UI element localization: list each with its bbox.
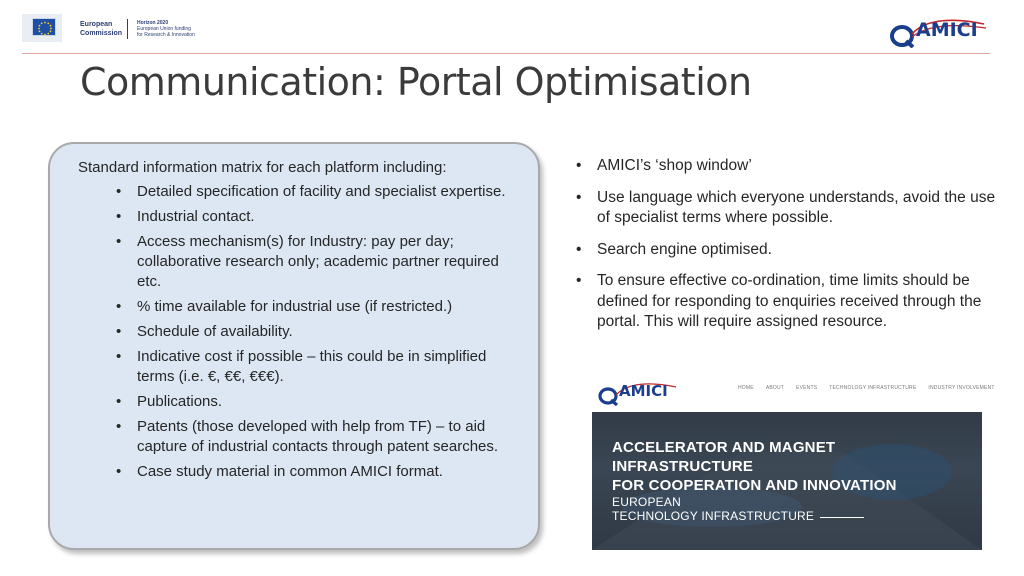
panel-intro: Standard information matrix for each platform including: <box>78 159 447 176</box>
hero-subheading-line: EUROPEAN <box>612 495 681 509</box>
hero-subheading-line: TECHNOLOGY INFRASTRUCTURE <box>612 509 815 523</box>
list-item: • Industrial contact. <box>116 207 516 227</box>
website-navbar <box>592 370 995 410</box>
list-item: • Publications. <box>116 392 516 412</box>
slide-header <box>0 0 1024 56</box>
svg-text:AMICI: AMICI <box>619 382 668 400</box>
hero-text <box>612 438 897 523</box>
website-hero-banner <box>592 412 982 550</box>
eu-stars-icon <box>33 19 57 37</box>
hero-heading-line: INFRASTRUCTURE <box>612 458 754 475</box>
eu-flag-icon <box>22 14 62 42</box>
list-item: • Access mechanism(s) for Industry: pay per day; collaborative research only; academic partner required etc. <box>116 232 516 292</box>
list-item: • AMICI’s ‘shop window’ <box>576 156 996 177</box>
list-item: • % time available for industrial use (if restricted.) <box>116 297 516 317</box>
information-matrix-list <box>116 182 516 487</box>
menu-item-about: ABOUT <box>765 385 785 391</box>
list-item: • Search engine optimised. <box>576 240 996 261</box>
list-item: • Case study material in common AMICI format. <box>116 462 516 482</box>
information-matrix-panel <box>48 142 540 550</box>
header-rule <box>22 53 990 54</box>
portal-goals-list <box>576 156 996 344</box>
menu-item-home: HOME <box>738 385 754 391</box>
list-item: • Patents (those developed with help from TF) – to aid capture of industrial contacts through patent searches. <box>116 417 516 457</box>
portal-screenshot <box>592 370 995 550</box>
european-commission-logo <box>22 14 122 42</box>
hero-heading-line: ACCELERATOR AND MAGNET <box>612 439 836 456</box>
amici-logo <box>886 10 994 48</box>
menu-item-technology-infrastructure: TECHNOLOGY INFRASTRUCTURE <box>829 385 917 391</box>
list-item: • To ensure effective co-ordination, time limits should be defined for responding to enquiries received through the portal. This will require assigned resource. <box>576 271 996 333</box>
menu-item-events: EVENTS <box>796 385 818 391</box>
eu-wordmark: European Commission <box>80 21 123 37</box>
svg-text:AMICI: AMICI <box>916 19 978 41</box>
website-menu <box>738 385 995 391</box>
list-item: • Detailed specification of facility and specialist expertise. <box>116 182 516 202</box>
list-item: • Schedule of availability. <box>116 322 516 342</box>
hero-heading-line: FOR COOPERATION AND INNOVATION <box>612 477 897 494</box>
website-amici-logo <box>596 376 682 406</box>
list-item: • Use language which everyone understands, avoid the use of specialist terms where possible. <box>576 188 996 229</box>
header-divider <box>127 19 128 39</box>
slide-title: Communication: Portal Optimisation <box>80 60 752 104</box>
hero-underline <box>820 517 864 518</box>
list-item: • Indicative cost if possible – this could be in simplified terms (i.e. €, €€, €€€). <box>116 347 516 387</box>
menu-item-industry-involvement: INDUSTRY INVOLVEMENT <box>928 385 995 391</box>
horizon-2020-label: Horizon 2020 European Union funding for Research & Innovation <box>137 20 195 38</box>
